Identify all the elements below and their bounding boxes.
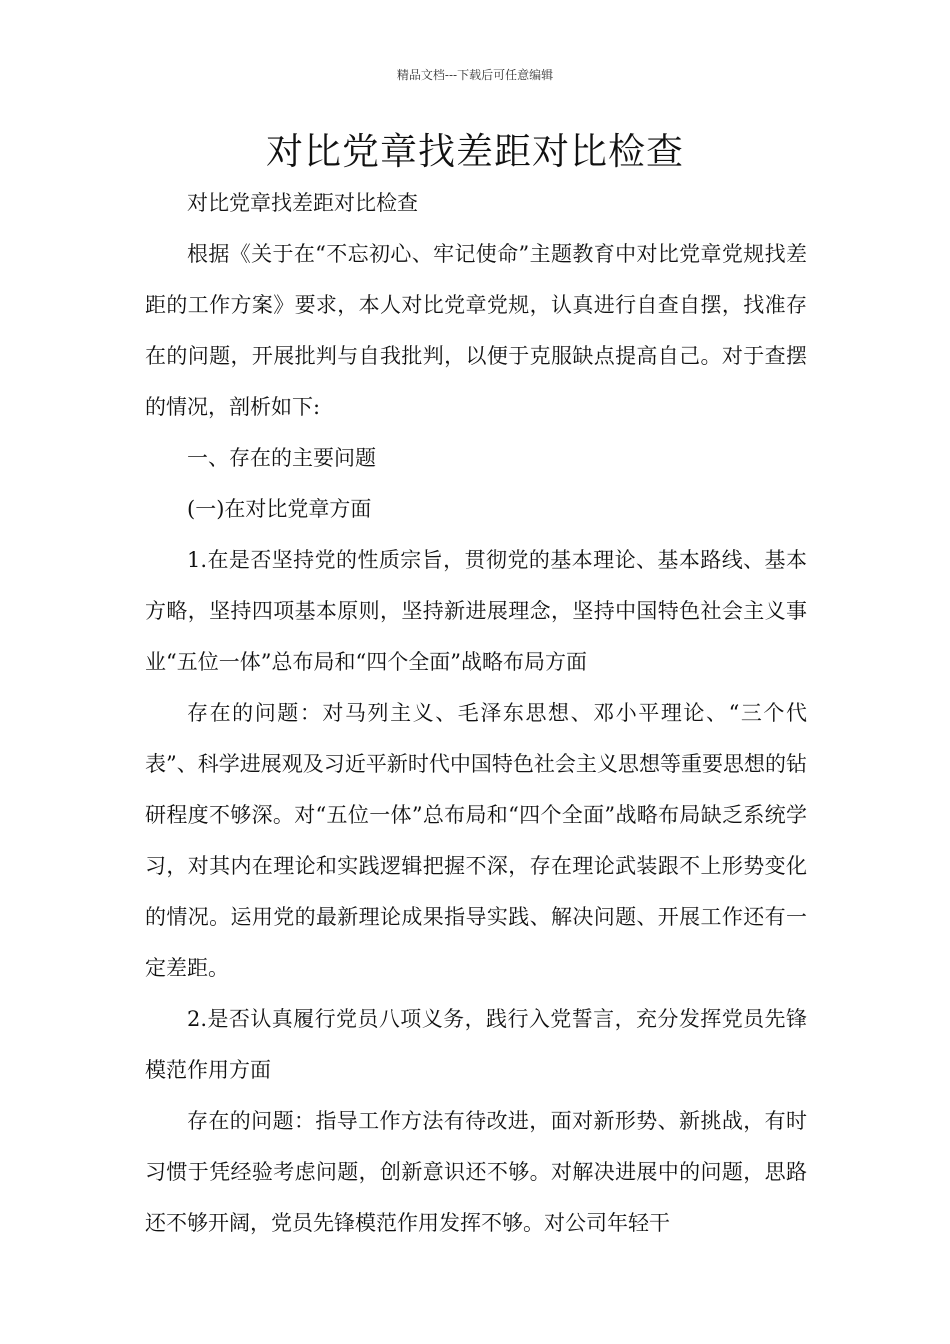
document-title: 对比党章找差距对比检查: [266, 130, 684, 173]
header-note: 精品文档---下载后可任意编辑: [396, 68, 554, 82]
body-paragraph: 1.在是否坚持党的性质宗旨，贯彻党的基本理论、基本路线、基本方略，坚持四项基本原则，坚持新进展理念，坚持中国特色社会主义事业“五位一体”总布局和“四个全面”战略布局方面: [145, 548, 807, 674]
section-heading: 一、存在的主要问题: [187, 446, 376, 470]
subsection-heading: (一)在对比党章方面: [187, 497, 372, 521]
body-paragraph: 存在的问题：对马列主义、毛泽东思想、邓小平理论、“三个代表”、科学进展观及习近平新时代中国特色社会主义思想等重要思想的钻研程度不够深。对“五位一体”总布局和“四个全面”战略布局缺乏系统学习，对其内在理论和实践逻辑把握不深，存在理论武装跟不上形势变化的情况。运用党的最新理论成果指导实践、解决问题、开展工作还有一定差距。: [145, 701, 807, 980]
body-paragraph: 存在的问题：指导工作方法有待改进，面对新形势、新挑战，有时习惯于凭经验考虑问题，创新意识还不够。对解决进展中的问题，思路还不够开阔，党员先锋模范作用发挥不够。对公司年轻干: [145, 1109, 807, 1235]
document-body: [145, 178, 807, 1249]
body-paragraph: 对比党章找差距对比检查: [187, 191, 418, 215]
body-paragraph: 2.是否认真履行党员八项义务，践行入党誓言，充分发挥党员先锋模范作用方面: [145, 1007, 807, 1082]
body-paragraph: 根据《关于在“不忘初心、牢记使命”主题教育中对比党章党规找差距的工作方案》要求，本人对比党章党规，认真进行自查自摆，找准存在的问题，开展批判与自我批判，以便于克服缺点提高自己。对于查摆的情况，剖析如下:: [145, 242, 807, 419]
